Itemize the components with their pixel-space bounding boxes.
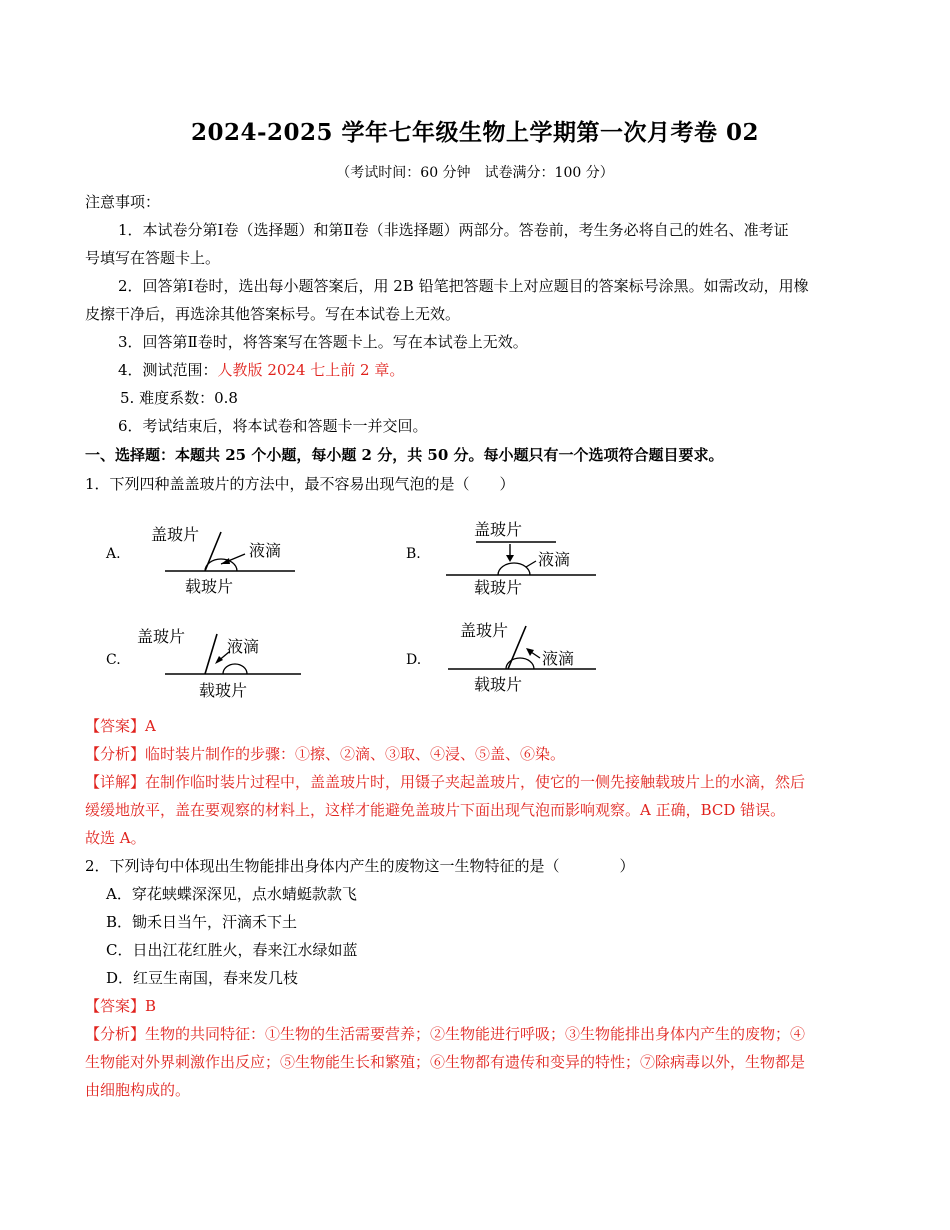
q2-answer: 【答案】B bbox=[85, 997, 157, 1015]
q2-analysis-1: 【分析】生物的共同特征：①生物的生活需要营养；②生物能进行呼吸；③生物能排出身体内产生的废物；④ bbox=[85, 1025, 806, 1043]
q1-option-a-label: A. bbox=[106, 546, 121, 562]
exam-subtitle: （考试时间：60 分钟 试卷满分：100 分） bbox=[336, 165, 614, 181]
drop-label: 液滴 bbox=[542, 649, 575, 668]
exam-title: 2024-2025 学年七年级生物上学期第一次月考卷 02 bbox=[190, 119, 760, 146]
q1-option-d-label: D. bbox=[406, 652, 422, 668]
q1-option-a-figure bbox=[145, 518, 315, 602]
q1-option-d-figure bbox=[440, 614, 610, 703]
q1-stem: 1．下列四种盖盖玻片的方法中，最不容易出现气泡的是（ ） bbox=[85, 475, 515, 493]
q1-conclusion: 故选 A。 bbox=[85, 829, 146, 847]
cover-slip-label: 盖玻片 bbox=[460, 621, 509, 640]
notice-item-1: 1．本试卷分第Ⅰ卷（选择题）和第Ⅱ卷（非选择题）两部分。答卷前，考生务必将自己的姓名、准考证 bbox=[118, 221, 789, 239]
q2-analysis-2: 生物能对外界刺激作出反应；⑤生物能生长和繁殖；⑥生物都有遗传和变异的特性；⑦除病毒以外，生物都是 bbox=[85, 1053, 806, 1071]
notice-item-4 bbox=[118, 360, 404, 380]
q1-option-c-label: C. bbox=[106, 652, 121, 668]
q2-option-d: D．红豆生南国，春来发几枝 bbox=[106, 969, 299, 987]
cover-slip-label: 盖玻片 bbox=[151, 525, 200, 544]
test-range: 人教版 2024 七上前 2 章。 bbox=[217, 361, 405, 379]
notice-item-1-cont: 号填写在答题卡上。 bbox=[85, 249, 221, 267]
slide-label: 载玻片 bbox=[199, 681, 248, 700]
q1-option-b-figure bbox=[440, 515, 610, 604]
cover-slip-diagram-d bbox=[440, 614, 610, 699]
notice-item-5: 5. 难度系数：0.8 bbox=[120, 389, 238, 407]
q2-analysis-3: 由细胞构成的。 bbox=[85, 1081, 191, 1099]
slide-label: 载玻片 bbox=[474, 578, 523, 597]
q1-option-c-figure bbox=[135, 622, 305, 706]
slide-label: 载玻片 bbox=[474, 675, 523, 694]
q1-analysis: 【分析】临时装片制作的步骤：①擦、②滴、③取、④浸、⑤盖、⑥染。 bbox=[85, 745, 566, 763]
q1-answer: 【答案】A bbox=[85, 717, 156, 735]
q2-option-c: C．日出江花红胜火，春来江水绿如蓝 bbox=[106, 941, 358, 959]
notice-heading: 注意事项： bbox=[85, 193, 161, 211]
cover-slip-diagram-b bbox=[440, 515, 610, 600]
cover-slip-diagram-c bbox=[135, 622, 305, 702]
notice-item-6: 6．考试结束后，将本试卷和答题卡一并交回。 bbox=[118, 417, 428, 435]
q2-option-b: B．锄禾日当午，汗滴禾下土 bbox=[106, 913, 298, 931]
drop-label: 液滴 bbox=[249, 541, 282, 560]
q1-detail-1: 【详解】在制作临时装片过程中，盖盖玻片时，用镊子夹起盖玻片，使它的一侧先接触载玻片上的水滴，然后 bbox=[85, 773, 806, 791]
notice-item-4-prefix: 4．测试范围： bbox=[118, 361, 218, 379]
q1-detail-2: 缓缓地放平，盖在要观察的材料上，这样才能避免盖玻片下面出现气泡而影响观察。A 正确，BCD 错误。 bbox=[85, 801, 786, 819]
notice-item-2-cont: 皮擦干净后，再选涂其他答案标号。写在本试卷上无效。 bbox=[85, 305, 461, 323]
q1-option-b-label: B. bbox=[406, 546, 421, 562]
q2-option-a: A．穿花蛱蝶深深见，点水蜻蜓款款飞 bbox=[106, 885, 357, 903]
section-1-heading: 一、选择题：本题共 25 个小题，每小题 2 分，共 50 分。每小题只有一个选项符合题目要求。 bbox=[85, 446, 724, 464]
drop-label: 液滴 bbox=[538, 550, 571, 569]
cover-slip-label: 盖玻片 bbox=[474, 520, 523, 539]
notice-item-3: 3．回答第Ⅱ卷时，将答案写在答题卡上。写在本试卷上无效。 bbox=[118, 333, 528, 351]
slide-label: 载玻片 bbox=[185, 577, 234, 596]
drop-label: 液滴 bbox=[227, 637, 260, 656]
cover-slip-label: 盖玻片 bbox=[137, 627, 186, 646]
cover-slip-diagram-a bbox=[145, 518, 315, 598]
q2-stem: 2．下列诗句中体现出生物能排出身体内产生的废物这一生物特征的是（ ） bbox=[85, 857, 635, 875]
notice-item-2: 2．回答第Ⅰ卷时，选出每小题答案后，用 2B 铅笔把答题卡上对应题目的答案标号涂黑。如需改动，用橡 bbox=[118, 277, 809, 295]
